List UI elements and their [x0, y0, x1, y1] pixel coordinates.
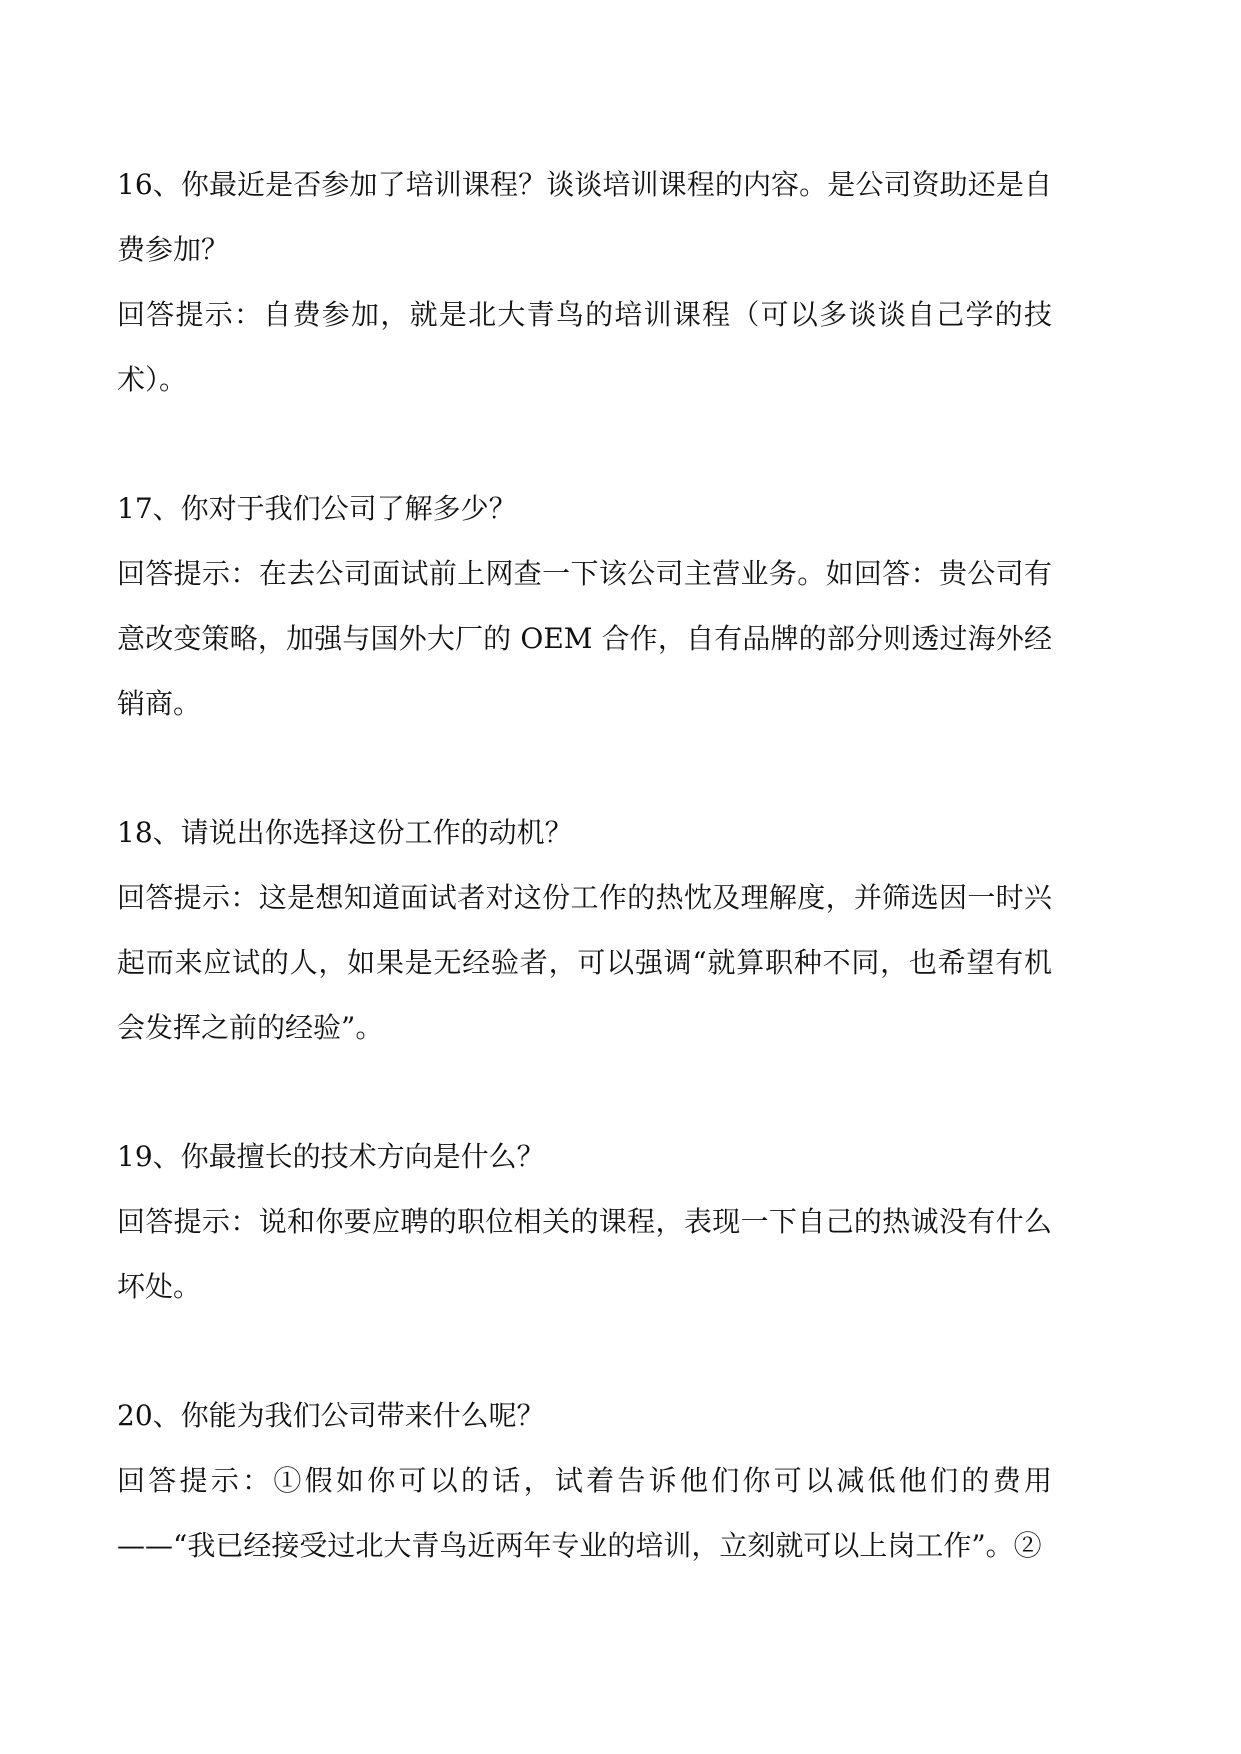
- question-text: 18、请说出你选择这份工作的动机？: [117, 816, 573, 849]
- answer-hint-text: 回答提示：在去公司面试前上网查一下该公司主营业务。如回答：贵公司有意改变策略，加强与国外大厂的 OEM 合作，自有品牌的部分则透过海外经销商。: [117, 557, 1052, 720]
- qa-item-17: [117, 476, 1052, 736]
- qa-item-18: [117, 800, 1052, 1060]
- answer-hint-text: 回答提示：自费参加，就是北大青鸟的培训课程（可以多谈谈自己学的技术）。: [117, 298, 1052, 396]
- answer-hint-text: 回答提示：说和你要应聘的职位相关的课程，表现一下自己的热诚没有什么坏处。: [117, 1205, 1052, 1303]
- document-body: [117, 152, 1052, 1642]
- question-text: 19、你最擅长的技术方向是什么？: [117, 1140, 545, 1173]
- answer-hint-text: 回答提示：①假如你可以的话，试着告诉他们你可以减低他们的费用——“我已经接受过北大青鸟近两年专业的培训，立刻就可以上岗工作”。②: [117, 1464, 1052, 1562]
- question-text: 16、你最近是否参加了培训课程？谈谈培训课程的内容。是公司资助还是自费参加？: [117, 168, 1052, 266]
- question-text: 17、你对于我们公司了解多少？: [117, 492, 517, 525]
- answer-hint-text: 回答提示：这是想知道面试者对这份工作的热忱及理解度，并筛选因一时兴起而来应试的人，如果是无经验者，可以强调“就算职种不同，也希望有机会发挥之前的经验”。: [117, 881, 1052, 1044]
- question-text: 20、你能为我们公司带来什么呢？: [117, 1399, 545, 1432]
- qa-item-20: [117, 1383, 1052, 1578]
- qa-item-16: [117, 152, 1052, 412]
- qa-item-19: [117, 1124, 1052, 1319]
